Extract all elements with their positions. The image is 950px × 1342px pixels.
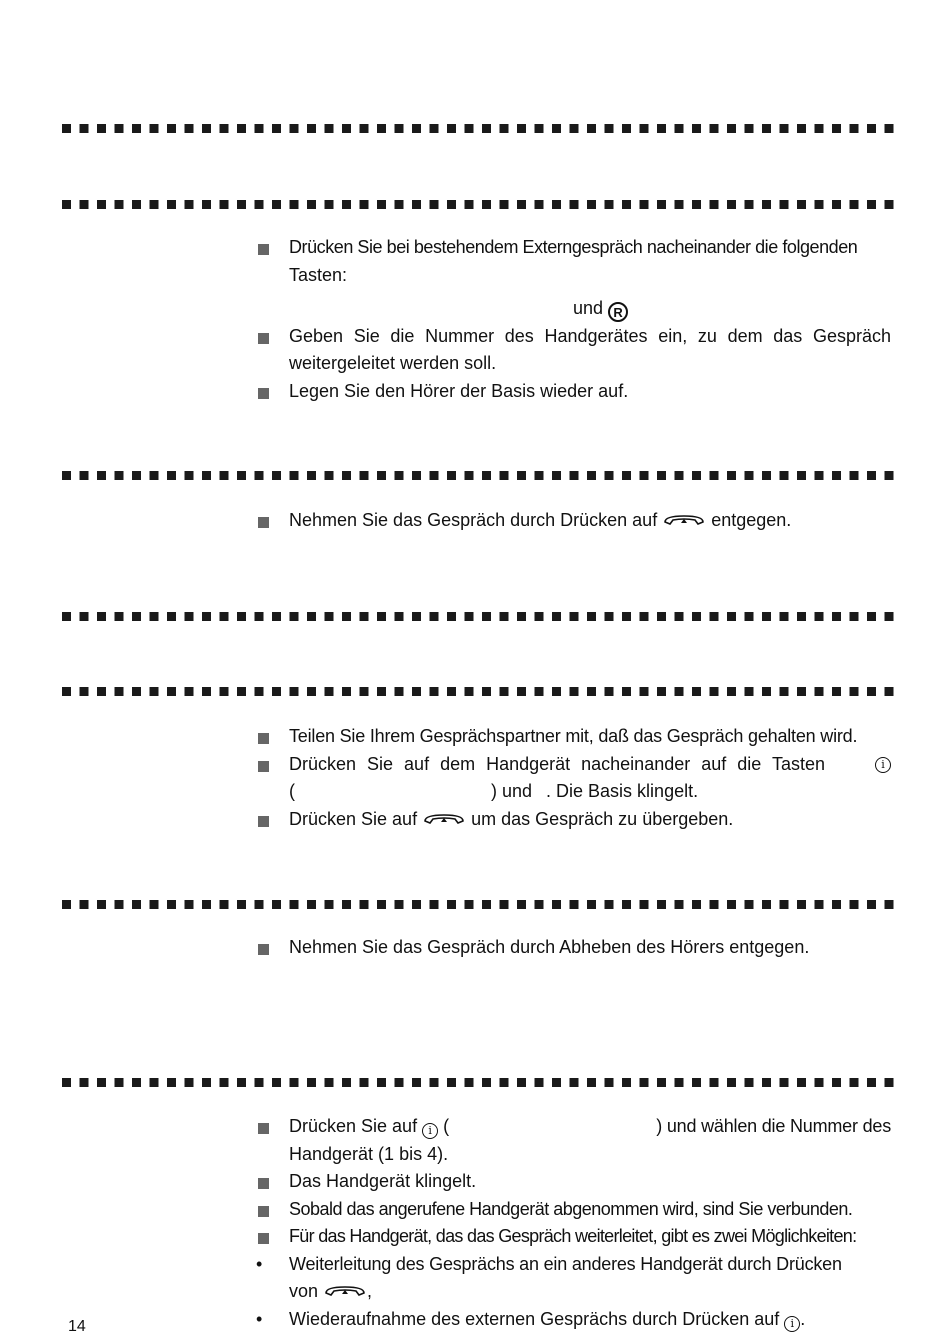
list-item (258, 234, 891, 323)
section-divider (62, 900, 895, 909)
list-item (258, 1113, 891, 1168)
section-divider (62, 612, 895, 621)
item-text: . (800, 1308, 806, 1329)
item-text: Legen Sie den Hörer der Basis wieder auf. (289, 380, 629, 401)
square-bullet-icon (258, 944, 269, 955)
section-divider (62, 200, 895, 209)
item-text: Handgerät (1 bis 4). (289, 1143, 449, 1164)
item-text: Tasten: (289, 264, 348, 285)
bullet-dot: • (256, 1308, 263, 1329)
item-text: . Die Basis klingelt. (546, 781, 699, 801)
phone-handset-icon (662, 513, 706, 527)
section-forward-call (258, 234, 891, 405)
item-text: ) und (491, 781, 533, 801)
item-text: Für das Handgerät, das das Gespräch weiterleitet, gibt es zwei Möglichkeiten: (289, 1226, 857, 1246)
item-text: Wiederaufnahme des externen Gesprächs durch Drücken auf (289, 1308, 780, 1329)
item-text: Nehmen Sie das Gespräch durch Drücken auf (289, 510, 658, 530)
square-bullet-icon (258, 761, 269, 772)
item-text: Teilen Sie Ihrem Gesprächspartner mit, daß das Gespräch gehalten wird. (289, 726, 858, 746)
r-key-icon: R (608, 302, 628, 322)
square-bullet-icon (258, 816, 269, 827)
square-bullet-icon (258, 1206, 269, 1217)
section-divider (62, 471, 895, 480)
item-text: Drücken Sie auf (289, 1116, 418, 1136)
list-item (258, 507, 891, 535)
item-text: Nehmen Sie das Gespräch durch Abheben des Hörers entgegen. (289, 937, 810, 957)
section-divider (62, 1078, 895, 1087)
item-text: entgegen. (711, 510, 792, 530)
section-divider (62, 124, 895, 133)
item-text: um das Gespräch zu übergeben. (471, 808, 734, 829)
key-sequence (289, 295, 891, 323)
phone-handset-icon (323, 1284, 367, 1298)
square-bullet-icon (258, 517, 269, 528)
square-bullet-icon (258, 733, 269, 744)
square-bullet-icon (258, 244, 269, 255)
square-bullet-icon (258, 1178, 269, 1189)
page-number: 14 (68, 1318, 86, 1335)
info-key-icon: i (422, 1123, 438, 1139)
list-item (258, 751, 891, 806)
square-bullet-icon (258, 1123, 269, 1134)
list-item (258, 323, 891, 378)
item-text: Geben Sie die Nummer des Handgerätes ein, zu dem das Gespräch weitergeleitet werden soll. (289, 325, 891, 373)
phone-handset-icon (422, 812, 466, 826)
item-text: von (289, 1281, 319, 1301)
square-bullet-icon (258, 333, 269, 344)
section-internal-call (258, 1113, 891, 1333)
list-item (258, 1196, 891, 1224)
list-item (258, 806, 891, 834)
item-text: Drücken Sie auf dem Handgerät nacheinander auf die Tasten (289, 753, 825, 774)
list-item (258, 723, 891, 751)
list-item (239, 1306, 891, 1334)
info-key-icon: i (875, 757, 891, 773)
list-item (258, 934, 891, 962)
list-item (258, 1168, 891, 1196)
und-text: und (573, 298, 604, 318)
item-text: ( (443, 1116, 450, 1136)
item-text: Das Handgerät klingelt. (289, 1171, 477, 1191)
list-item (239, 1251, 891, 1306)
square-bullet-icon (258, 388, 269, 399)
square-bullet-icon (258, 1233, 269, 1244)
item-text: Weiterleitung des Gesprächs an ein anderes Handgerät durch Drücken (289, 1253, 842, 1274)
item-text: Drücken Sie bei bestehendem Externgespräch nacheinander die folgenden (289, 237, 858, 257)
section-divider (62, 687, 895, 696)
item-text: Sobald das angerufene Handgerät abgenommen wird, sind Sie verbunden. (289, 1198, 853, 1219)
item-text: , (367, 1281, 373, 1301)
item-text: ( (289, 781, 295, 801)
section-accept-call (258, 507, 891, 535)
section-transfer-call (258, 723, 891, 833)
bullet-dot: • (256, 1253, 263, 1274)
item-text: Drücken Sie auf (289, 808, 418, 829)
list-item (258, 378, 891, 406)
section-take-over-call (258, 934, 891, 962)
item-text: ) und wählen die Nummer des (656, 1116, 891, 1136)
info-key-icon: i (784, 1316, 800, 1332)
list-item (258, 1223, 891, 1251)
